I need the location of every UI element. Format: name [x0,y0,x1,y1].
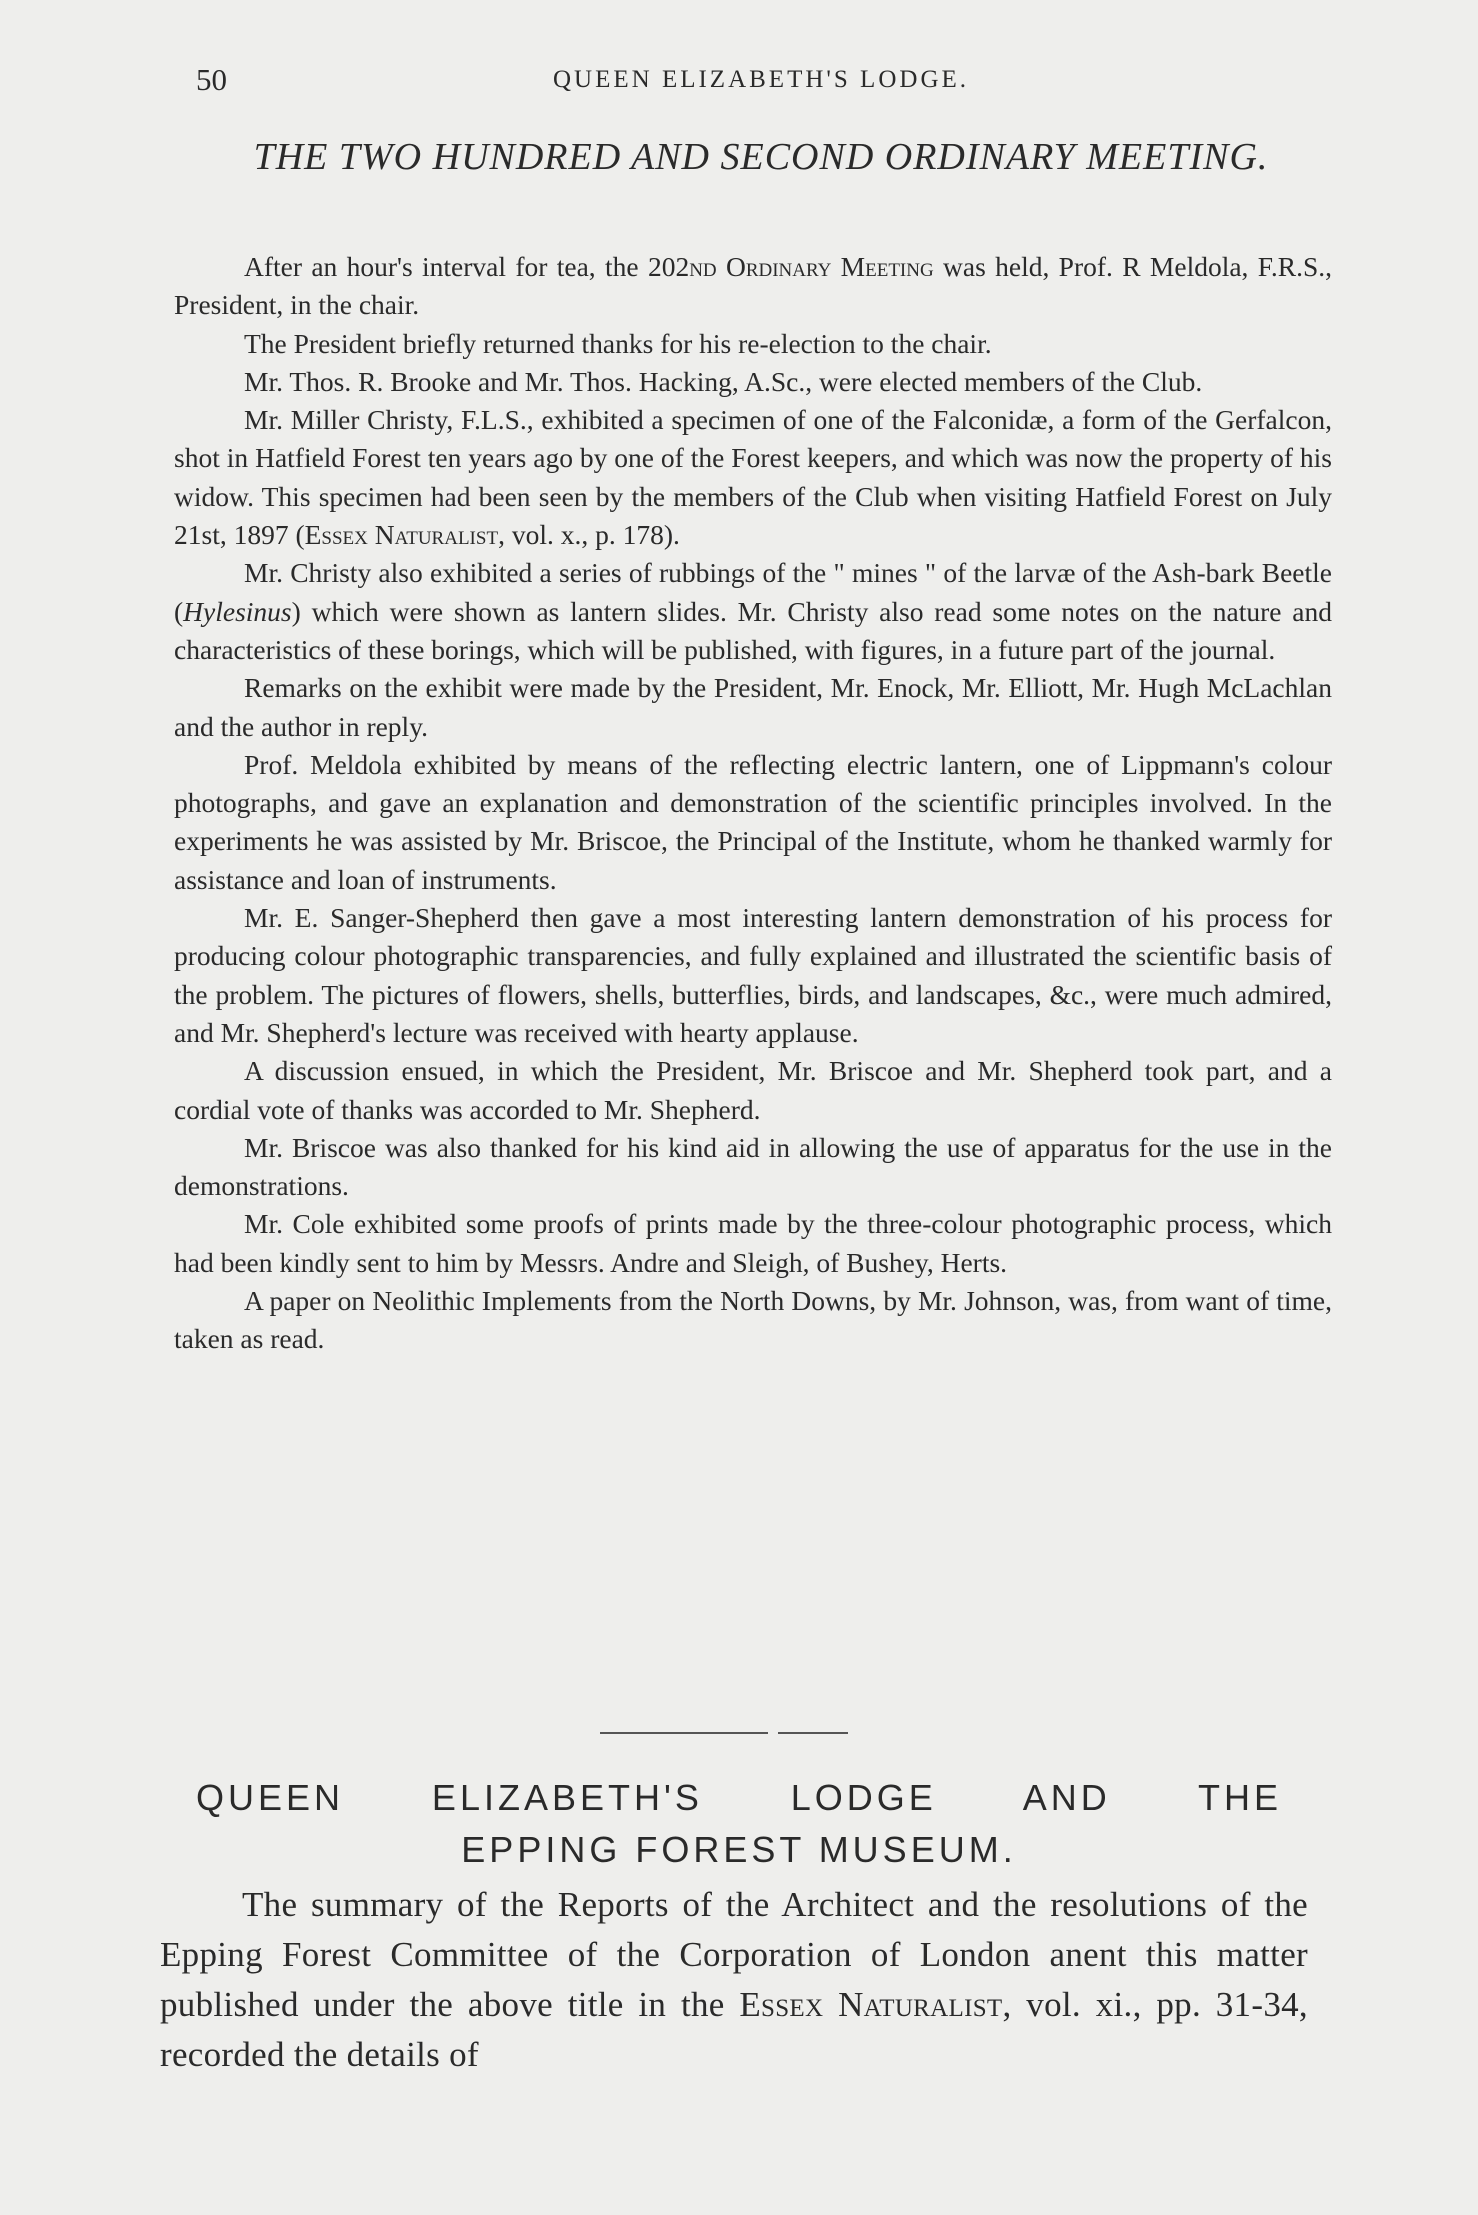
paragraph [174,554,1332,669]
paragraph-text: , vol. x., p. 178). [498,519,680,551]
paragraph: A paper on Neolithic Implements from the North Downs, by Mr. Johnson, was, from want of time, taken as read. [174,1285,1332,1355]
divider-rule-long [600,1732,768,1734]
meeting-name: 202nd Ordinary Meeting [647,251,934,282]
paragraph-text: was held, Prof. R Meldola, F.R.S., President, in the chair. [174,251,1332,321]
paragraph: Mr. Thos. R. Brooke and Mr. Thos. Hacking, A.Sc., were elected members of the Club. [244,365,1203,397]
page-number: 50 [196,62,227,97]
section-heading [196,1772,1282,1876]
paragraph-text: After an hour's interval for tea, the [244,251,648,282]
paragraph: Mr. Briscoe was also thanked for his kind aid in allowing the use of apparatus for the use in the demonstrations. [174,1131,1332,1202]
paragraph [174,401,1332,554]
paragraph-text: ) which were shown as lantern slides. Mr. Christy also read some notes on the nature and characteristics of these borings, which will be published, with figures, in a future part of the journal. [174,595,1332,665]
divider-rule-short [778,1732,848,1734]
running-head [196,62,1326,102]
paragraph: Remarks on the exhibit were made by the President, Mr. Enock, Mr. Elliott, Mr. Hugh McLachlan and the author in reply. [174,672,1332,742]
running-title: QUEEN ELIZABETH'S LODGE. [552,66,970,93]
journal-name: Essex Naturalist [304,519,499,551]
paragraph: A discussion ensued, in which the President, Mr. Briscoe and Mr. Shepherd took part, and a cordial vote of thanks was accorded to Mr. Shepherd. [174,1055,1332,1125]
paragraph: Prof. Meldola exhibited by means of the reflecting electric lantern, one of Lippmann's colour photographs, and gave an explanation and demonstration of the scientific principles involved. In the experiments he was assisted by Mr. Briscoe, the Principal of the Institute, whom he thanked warmly for assistance and loan of instruments. [174,748,1332,895]
meeting-report [174,248,1332,1359]
paragraph: The President briefly returned thanks for his re-election to the chair. [244,327,992,359]
paragraph-text: Mr. Christy also exhibited a series of rubbings of the " mines " of the larvæ of the Ash-bark Beetle ( [174,557,1332,627]
genus-name: Hylesinus [183,595,292,627]
journal-name: Essex Naturalist [739,1985,1003,2024]
section-divider [600,1731,848,1735]
meeting-title: THE TWO HUNDRED AND SECOND ORDINARY MEETING. [253,136,1269,178]
section-heading-line: QUEEN ELIZABETH'S LODGE AND THE [196,1777,1282,1818]
paragraph-text: Mr. Miller Christy, F.L.S., exhibited a specimen of one of the Falconidæ, a form of the Gerfalcon, shot in Hatfield Forest ten years ago by one of the Forest keepers, and which was now the property of his widow. This specimen had been seen by the members of the Club when visiting Hatfield Forest on July 21st, 1897 ( [174,404,1332,551]
paragraph [174,248,1332,325]
section-heading-line: EPPING FOREST MUSEUM. [461,1829,1017,1870]
paragraph-text: , vol. xi., pp. 31-34, recorded the details of [160,1985,1308,2074]
section-paragraph [160,1880,1308,2080]
paragraph: Mr. E. Sanger-Shepherd then gave a most interesting lantern demonstration of his process for producing colour photographic transparencies, and fully explained and illustrated the scientific basis of the problem. The pictures of flowers, shells, butterflies, birds, and landscapes, &c., were much admired, and Mr. Shepherd's lecture was received with hearty applause. [174,902,1332,1048]
paragraph: Mr. Cole exhibited some proofs of prints made by the three-colour photographic process, which had been kindly sent to him by Messrs. Andre and Sleigh, of Bushey, Herts. [174,1208,1332,1278]
paragraph-text: The summary of the Reports of the Architect and the resolutions of the Epping Forest Committee of the Corporation of London anent this matter published under the above title in the [160,1885,1308,2024]
